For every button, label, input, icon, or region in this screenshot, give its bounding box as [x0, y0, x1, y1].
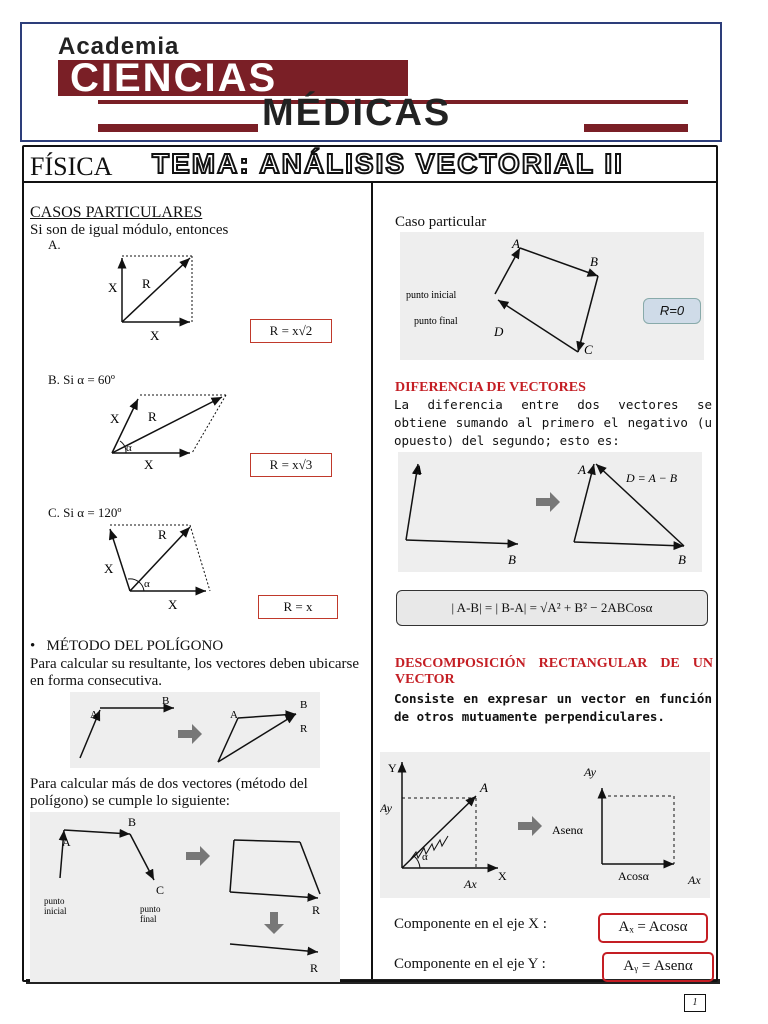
case-c-figure [100, 515, 230, 615]
svg-text:X: X [104, 561, 114, 576]
svg-text:α: α [144, 578, 150, 590]
casos-intro: Si son de igual módulo, entonces [30, 222, 229, 238]
svg-text:punto final: punto final [414, 316, 458, 327]
svg-text:A: A [230, 709, 238, 721]
svg-text:final: final [140, 914, 157, 924]
caso-particular-title: Caso particular [395, 214, 487, 230]
svg-text:B: B [590, 254, 598, 269]
case-c-label: C. Si α = 120º [48, 505, 122, 520]
svg-text:A: A [512, 236, 520, 251]
brand-medicas: MÉDICAS [262, 92, 452, 134]
svg-text:R: R [300, 723, 308, 735]
label-r: R [142, 276, 151, 291]
label-x2: X [150, 328, 160, 343]
svg-text:Acosα: Acosα [618, 869, 649, 883]
case-b-label: B. Si α = 60º [48, 372, 115, 387]
vector-r [122, 258, 190, 322]
svg-text:α: α [126, 442, 132, 454]
comp-y-value: Aᵧ = Asenα [602, 952, 714, 982]
caso-particular-figure [400, 232, 704, 360]
svg-text:B: B [128, 815, 137, 829]
label-punto-final: punto [140, 904, 161, 914]
casos-title: CASOS PARTICULARES [30, 204, 203, 221]
descomp-text: Consiste en expresar un vector en función de otros mutuamente perpendiculares. [394, 691, 712, 724]
comp-x-label: Componente en el eje X : [394, 916, 547, 932]
svg-text:C: C [584, 342, 593, 357]
svg-text:punto inicial: punto inicial [406, 290, 457, 301]
subject-title: FÍSICA [30, 152, 113, 181]
polygon-figure-2 [30, 812, 340, 982]
svg-text:B: B [300, 699, 308, 711]
poligono-text-1: Para calcular su resultante, los vectores deben ubicarse en forma consecutiva. [30, 656, 360, 689]
svg-text:X: X [110, 411, 120, 426]
poligono-text-2: Para calcular más de dos vectores (método del polígono) se cumple lo siguiente: [30, 776, 308, 809]
r-zero-badge: R=0 [643, 298, 701, 324]
label-punto-inicial: punto [44, 896, 65, 906]
svg-text:Y: Y [388, 761, 397, 775]
column-divider [371, 183, 373, 979]
comp-x-value: Aₓ = Acosα [598, 913, 708, 943]
svg-text:R: R [312, 903, 321, 917]
svg-text:R: R [148, 409, 157, 424]
brand-academia: Academia [58, 33, 180, 60]
svg-text:Ay: Ay [380, 801, 392, 815]
svg-text:R: R [158, 527, 167, 542]
case-a-figure [100, 250, 210, 345]
svg-text:B: B [162, 695, 170, 707]
polygon-figure-1 [70, 692, 320, 768]
brand-line-right [584, 124, 688, 132]
svg-text:α: α [422, 851, 428, 863]
formula-c: R = x [258, 595, 338, 619]
svg-text:A: A [578, 462, 586, 477]
svg-text:Ax: Ax [464, 877, 477, 891]
topic-title: TEMA: ANÁLISIS VECTORIAL II [152, 148, 624, 179]
page-number: 1 [684, 994, 706, 1012]
svg-text:Asenα: Asenα [552, 823, 583, 837]
svg-text:Ay: Ay [584, 765, 596, 779]
case-a-label: A. [48, 237, 61, 252]
svg-text:B: B [678, 552, 686, 567]
diferencia-title: DIFERENCIA DE VECTORES [395, 380, 586, 395]
comp-y-label: Componente en el eje Y : [394, 956, 546, 972]
formula-a: R = x√2 [250, 319, 332, 343]
svg-text:inicial: inicial [44, 906, 67, 916]
svg-text:D: D [494, 324, 504, 339]
svg-text:A: A [414, 462, 422, 477]
svg-text:A: A [62, 835, 71, 849]
diferencia-text: La diferencia entre dos vectores se obtiene sumando al primero el negativo (u opuesto) del segundo; esto es: [394, 397, 712, 448]
formula-b: R = x√3 [250, 453, 332, 477]
descomp-figure [380, 752, 710, 898]
svg-text:X: X [144, 457, 154, 472]
brand-line-left [98, 124, 258, 132]
svg-text:A: A [90, 709, 98, 721]
svg-text:B: B [508, 552, 516, 567]
svg-text:A: A [480, 780, 488, 795]
diferencia-formula: | A-B| = | B-A| = √A² + B² − 2ABCosα [396, 590, 708, 626]
case-b-figure [100, 385, 250, 475]
svg-text:Ax: Ax [688, 873, 701, 887]
poligono-title: • MÉTODO DEL POLÍGONO [30, 638, 224, 654]
diferencia-figure [398, 452, 702, 572]
svg-text:X: X [168, 597, 178, 612]
svg-text:X: X [498, 869, 507, 883]
descomp-title: DESCOMPOSICIÓN RECTANGULAR DE UN VECTOR [395, 656, 713, 687]
label-x1: X [108, 280, 118, 295]
svg-text:R: R [310, 961, 319, 975]
brand-ciencias: CIENCIAS [70, 56, 278, 100]
svg-text:C: C [156, 883, 165, 897]
svg-text:D = A − B: D = A − B [626, 471, 678, 485]
